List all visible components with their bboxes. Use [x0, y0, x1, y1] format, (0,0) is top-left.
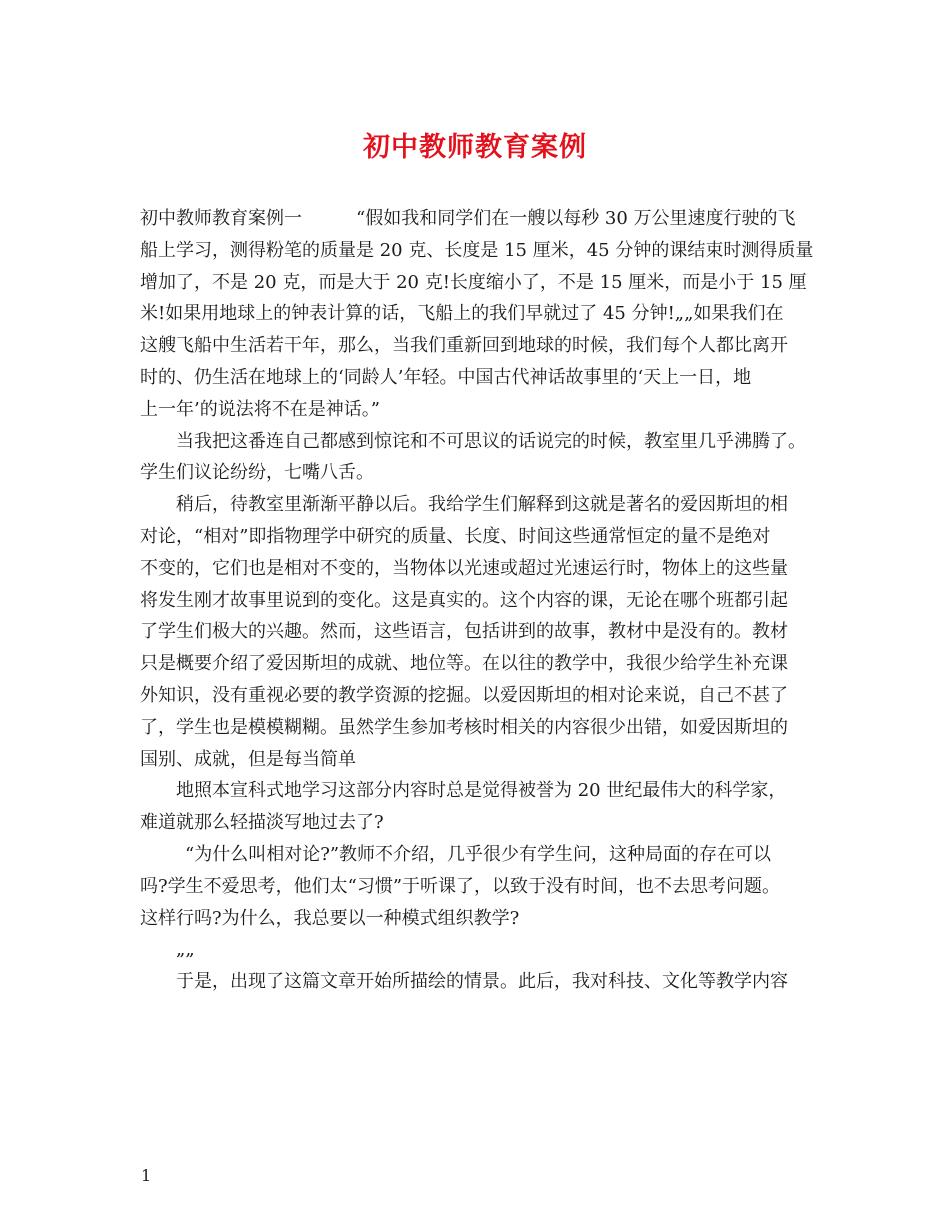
text-line: 这样行吗?为什么，我总要以一种模式组织教学? [140, 907, 520, 929]
paragraph-4 [140, 775, 816, 839]
document-title: 初中教师教育案例 [363, 132, 587, 163]
paragraph-6 [140, 934, 816, 966]
text-line: 了学生们极大的兴趣。然而，这些语言，包括讲到的故事，教材中是没有的。教材 [140, 621, 788, 643]
text-line: 增加了，不是 20 克，而是大于 20 克!长度缩小了，不是 15 厘米，而是小于 15 厘 [140, 271, 807, 293]
text-line: 难道就那么轻描淡写地过去了? [140, 812, 384, 834]
text-line: 不变的，它们也是相对不变的，当物体以光速或超过光速运行时，物体上的这些量 [140, 557, 788, 579]
document-body [140, 203, 816, 998]
text-line: 米!如果用地球上的钟表计算的话，飞船上的我们早就过了 45 分钟!„„如果我们在 [140, 303, 784, 325]
text-line: 稍后，待教室里渐渐平静以后。我给学生们解释到这就是著名的爱因斯坦的相 [176, 494, 788, 516]
text-line: 吗?学生不爱思考，他们太“习惯”于听课了，以致于没有时间，也不去思考问题。 [140, 875, 781, 897]
paragraph-3 [140, 489, 816, 775]
paragraph-2 [140, 426, 816, 490]
text-line: 地照本宣科式地学习这部分内容时总是觉得被誉为 20 世纪最伟大的科学家， [176, 780, 787, 802]
text-line: “为什么叫相对论?”教师不介绍，几乎很少有学生问，这种局面的存在可以 [185, 843, 772, 865]
paragraph-7 [140, 966, 816, 998]
text-line: 国别、成就，但是每当简单 [140, 748, 356, 770]
paragraph-1 [140, 203, 816, 426]
text-line: 学生们议论纷纷，七嘴八舌。 [140, 462, 374, 484]
text-line: „„ [176, 939, 195, 961]
text-line: 将发生刚才故事里说到的变化。这是真实的。这个内容的课，无论在哪个班都引起 [140, 589, 788, 611]
text-line: 当我把这番连自己都感到惊诧和不可思议的话说完的时候，教室里几乎沸腾了。 [176, 430, 806, 452]
text-line: 只是概要介绍了爱因斯坦的成就、地位等。在以往的教学中，我很少给学生补充课 [140, 653, 788, 675]
text-line: 对论，“相对”即指物理学中研究的质量、长度、时间这些通常恒定的量不是绝对 [140, 525, 771, 547]
text-line: 船上学习，测得粉笔的质量是 20 克、长度是 15 厘米，45 分钟的课结束时测得质量 [140, 239, 814, 261]
text-line: 了，学生也是模模糊糊。虽然学生参加考核时相关的内容很少出错，如爱因斯坦的 [140, 716, 788, 738]
page-number: 1 [141, 1166, 152, 1185]
text-line: 这艘飞船中生活若干年，那么，当我们重新回到地球的时候，我们每个人都比离开 [140, 335, 788, 357]
text-line: 上一年’的说法将不在是神话。” [140, 398, 380, 420]
text-line: 外知识，没有重视必要的教学资源的挖掘。以爱因斯坦的相对论来说，自己不甚了 [140, 684, 788, 706]
paragraph-5 [140, 839, 816, 934]
text-line: 于是，出现了这篇文章开始所描绘的情景。此后，我对科技、文化等教学内容 [176, 971, 788, 993]
text-line: 时的、仍生活在地球上的‘同龄人’年轻。中国古代神话故事里的‘天上一日，地 [140, 366, 752, 388]
text-line: 初中教师教育案例一 “假如我和同学们在一艘以每秒 30 万公里速度行驶的飞 [140, 208, 796, 229]
